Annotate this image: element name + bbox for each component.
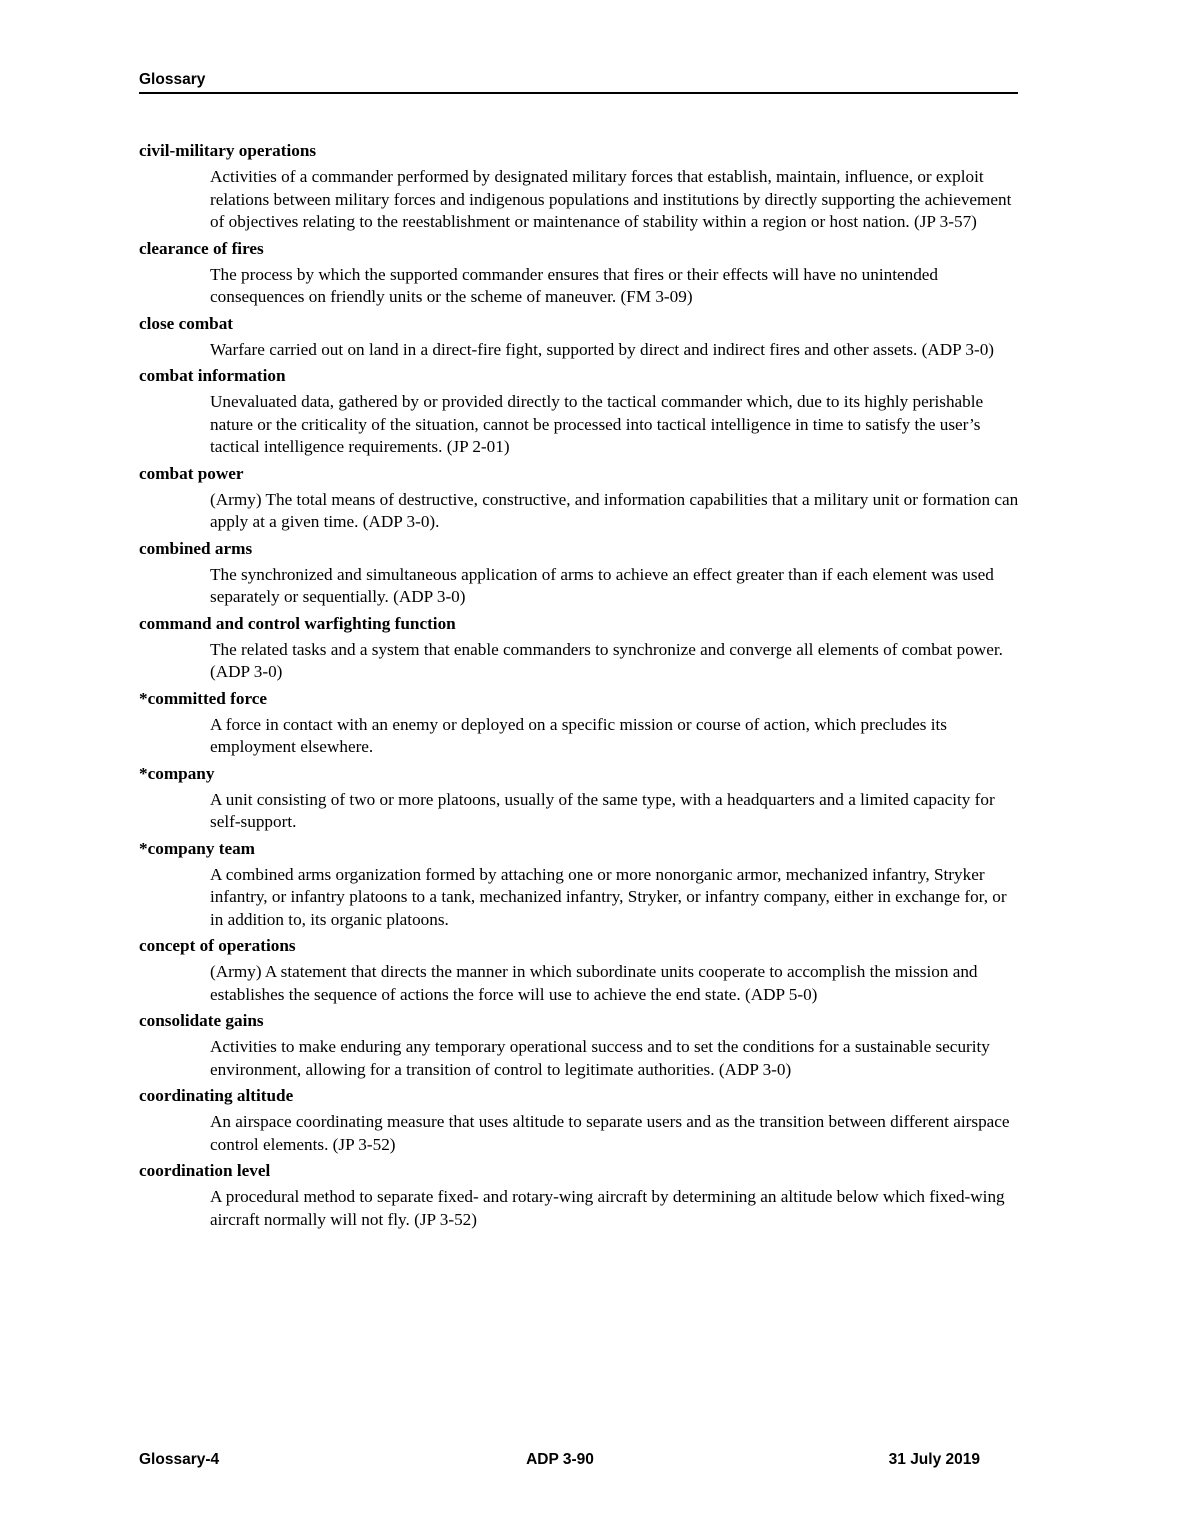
glossary-entry: [139, 1085, 1019, 1156]
glossary-term: consolidate gains: [139, 1011, 264, 1030]
glossary-definition: A procedural method to separate fixed- and rotary-wing aircraft by determining an altitude below which fixed-wing aircraft normally will not fly. (JP 3-52): [210, 1187, 1005, 1229]
glossary-entry: [139, 538, 1019, 609]
glossary-term: coordinating altitude: [139, 1086, 294, 1105]
glossary-definition: The related tasks and a system that enable commanders to synchronize and converge all elements of combat power. (ADP 3-0): [210, 639, 1003, 681]
glossary-entry: [139, 463, 1019, 534]
glossary-term: combat information: [139, 366, 286, 385]
glossary-entries: [139, 140, 1019, 1235]
glossary-term: *company: [139, 763, 215, 783]
glossary-entry: [139, 140, 1019, 234]
glossary-entry: [139, 238, 1019, 309]
glossary-entry: [139, 365, 1019, 459]
running-header: Glossary: [139, 71, 206, 88]
glossary-entry: [139, 935, 1019, 1006]
glossary-term: command and control warfighting function: [139, 613, 456, 633]
glossary-definition: Activities of a commander performed by designated military forces that establish, maintain, influence, or exploit relations between military forces and indigenous populations and institutions by directly supporting the achievement of objectives relating to the reestablishment or maintenance of stability within a region or host nation. (JP 3-57): [210, 167, 1012, 231]
header-rule: [139, 92, 1018, 94]
glossary-definition: The process by which the supported commander ensures that fires or their effects will have no unintended consequences on friendly units or the scheme of maneuver. (FM 3-09): [210, 264, 939, 306]
glossary-term: *committed force: [139, 688, 268, 708]
glossary-definition: A combined arms organization formed by attaching one or more nonorganic armor, mechanized infantry, Stryker infantry, or infantry platoons to a tank, mechanized infantry, Stryker, or infantry company, either in exchange for, or in addition to, its organic platoons.: [210, 864, 1007, 929]
glossary-entry: [139, 1160, 1019, 1231]
glossary-term: coordination level: [139, 1161, 271, 1180]
footer-page-number: Glossary-4: [139, 1451, 220, 1468]
glossary-definition: A force in contact with an enemy or deployed on a specific mission or course of action, which precludes its employment elsewhere.: [210, 714, 947, 756]
glossary-entry: [139, 613, 1019, 684]
glossary-term: concept of operations: [139, 936, 296, 955]
glossary-entry: [139, 313, 1019, 362]
glossary-term: *company team: [139, 838, 255, 858]
glossary-entry: [139, 763, 1019, 834]
glossary-term: combat power: [139, 463, 244, 483]
glossary-term: civil-military operations: [139, 141, 317, 160]
glossary-term: clearance of fires: [139, 238, 264, 258]
glossary-definition: The synchronized and simultaneous application of arms to achieve an effect greater than if each element was used separately or sequentially. (ADP 3-0): [210, 564, 994, 606]
glossary-definition: An airspace coordinating measure that uses altitude to separate users and as the transition between different airspace control elements. (JP 3-52): [210, 1112, 1010, 1154]
glossary-definition: Warfare carried out on land in a direct-fire fight, supported by direct and indirect fires and other assets. (ADP 3-0): [210, 339, 995, 359]
glossary-term: close combat: [139, 313, 234, 333]
glossary-entry: [139, 1010, 1019, 1081]
glossary-entry: [139, 688, 1019, 759]
glossary-definition: Unevaluated data, gathered by or provided directly to the tactical commander which, due to its highly perishable nature or the criticality of the situation, cannot be processed into tactical intelligence in time to satisfy the user’s tactical intelligence requirements. (JP 2-01): [210, 392, 984, 456]
glossary-definition: (Army) A statement that directs the manner in which subordinate units cooperate to accomplish the mission and establishes the sequence of actions the force will use to achieve the end state. (ADP 5-0): [210, 962, 978, 1004]
footer-date: 31 July 2019: [888, 1451, 980, 1468]
glossary-definition: Activities to make enduring any temporary operational success and to set the conditions for a sustainable security environment, allowing for a transition of control to legitimate authorities. (ADP 3-0): [210, 1037, 990, 1079]
footer-publication: ADP 3-90: [526, 1451, 594, 1468]
glossary-entry: [139, 838, 1019, 932]
glossary-term: combined arms: [139, 538, 253, 558]
glossary-definition: (Army) The total means of destructive, constructive, and information capabilities that a military unit or formation can apply at a given time. (ADP 3-0).: [210, 489, 1019, 531]
glossary-definition: A unit consisting of two or more platoons, usually of the same type, with a headquarters and a limited capacity for self-support.: [210, 789, 995, 831]
